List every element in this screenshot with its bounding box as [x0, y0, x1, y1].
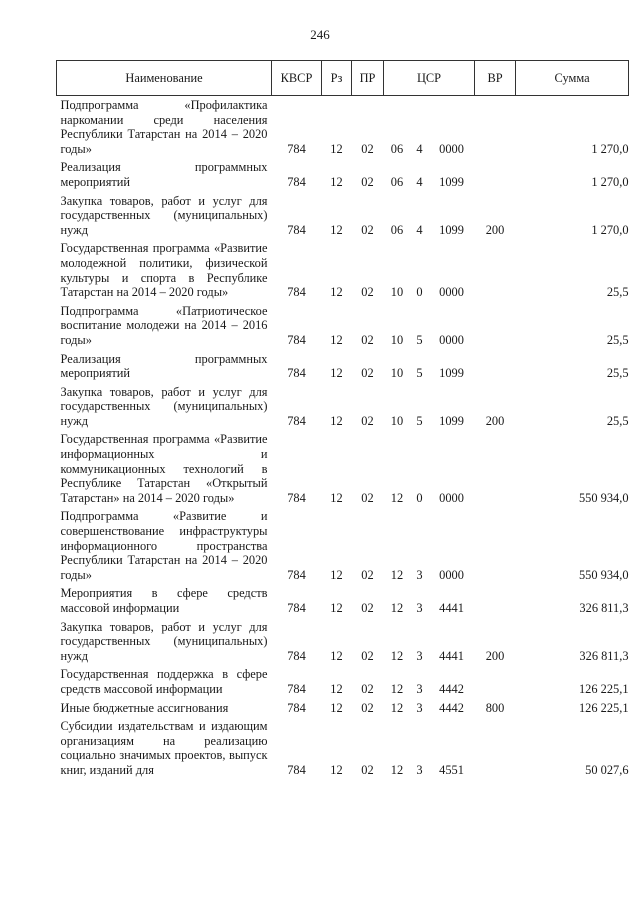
- cell-sum: 50 027,6: [585, 762, 629, 777]
- cell-kvsr: 784: [287, 285, 306, 300]
- cell-vr: [475, 350, 516, 383]
- header-name: Наименование: [57, 61, 272, 96]
- cell-sum: 550 934,0: [578, 567, 629, 582]
- cell-rz: 12: [330, 366, 343, 381]
- cell-rz: 12: [330, 490, 343, 505]
- cell-vr: [475, 96, 516, 159]
- cell-rz: 12: [330, 141, 343, 156]
- cell-csr-code: 1099: [439, 222, 464, 237]
- cell-name: Подпрограмма «Профилактика наркомании среди населения Республики Татарстан на 2014 – 2020 годы»: [60, 98, 268, 156]
- cell-csr-program: 10: [390, 413, 404, 428]
- header-csr: ЦСР: [384, 61, 475, 96]
- cell-name: Закупка товаров, работ и услуг для государственных (муниципальных) нужд: [60, 193, 268, 237]
- header-rz: Рз: [322, 61, 352, 96]
- cell-name: Реализация программных мероприятий: [60, 351, 268, 381]
- table-row: [57, 699, 629, 718]
- cell-vr: [475, 584, 516, 617]
- cell-csr-code: 1099: [439, 174, 464, 189]
- cell-name: Реализация программных мероприятий: [60, 160, 268, 189]
- cell-csr-program: 10: [390, 366, 404, 381]
- cell-name: Подпрограмма «Развитие и совершенствование инфраструктуры информационного пространства Республики Татарстан на 2014 – 2020 годы»: [60, 509, 268, 582]
- cell-vr: [475, 665, 516, 698]
- cell-sum: 25,5: [606, 413, 629, 428]
- header-pr: ПР: [352, 61, 384, 96]
- cell-csr-subprogram: 3: [416, 648, 423, 663]
- table-row: [57, 717, 629, 779]
- cell-csr-code: 0000: [439, 141, 464, 156]
- cell-vr: 800: [485, 700, 505, 715]
- cell-rz: 12: [330, 567, 343, 582]
- budget-table-container: [56, 60, 628, 780]
- cell-sum: 126 225,1: [578, 681, 629, 696]
- cell-kvsr: 784: [287, 413, 306, 428]
- cell-rz: 12: [330, 332, 343, 347]
- table-header: [57, 61, 629, 96]
- cell-sum: 126 225,1: [578, 700, 629, 715]
- cell-csr-subprogram: 4: [416, 222, 423, 237]
- table-row: [57, 350, 629, 383]
- header-vr: ВР: [475, 61, 516, 96]
- cell-sum: 1 270,0: [591, 141, 629, 156]
- cell-pr: 02: [361, 648, 374, 663]
- cell-rz: 12: [330, 413, 343, 428]
- cell-name: Государственная программа «Развитие молодежной политики, физической культуры и спорта в Республике Татарстан на 2014 – 2020 годы»: [60, 241, 268, 300]
- cell-csr-code: 4442: [439, 681, 464, 696]
- cell-csr-program: 10: [390, 332, 404, 347]
- cell-kvsr: 784: [287, 174, 306, 189]
- cell-csr-program: 06: [390, 141, 404, 156]
- cell-sum: 25,5: [606, 285, 629, 300]
- page-number: 246: [310, 27, 330, 42]
- cell-csr-subprogram: 5: [416, 413, 423, 428]
- cell-rz: 12: [330, 601, 343, 615]
- cell-pr: 02: [361, 762, 374, 777]
- cell-kvsr: 784: [287, 141, 306, 156]
- cell-pr: 02: [361, 567, 374, 582]
- cell-kvsr: 784: [287, 366, 306, 381]
- cell-vr: [475, 239, 516, 301]
- cell-vr: 200: [485, 222, 505, 237]
- cell-pr: 02: [361, 366, 374, 381]
- cell-rz: 12: [330, 174, 343, 189]
- cell-name: Закупка товаров, работ и услуг для государственных (муниципальных) нужд: [60, 384, 268, 428]
- cell-name: Государственная поддержка в сфере средств массовой информации: [60, 667, 268, 696]
- cell-rz: 12: [330, 700, 343, 715]
- cell-rz: 12: [330, 222, 343, 237]
- cell-csr-subprogram: 3: [416, 762, 423, 777]
- cell-csr-code: 4442: [439, 700, 464, 715]
- table-row: [57, 96, 629, 159]
- cell-pr: 02: [361, 222, 374, 237]
- cell-kvsr: 784: [287, 601, 306, 615]
- cell-kvsr: 784: [287, 762, 306, 777]
- cell-kvsr: 784: [287, 567, 306, 582]
- cell-pr: 02: [361, 681, 374, 696]
- table-row: [57, 302, 629, 350]
- cell-csr-code: 4441: [439, 648, 464, 663]
- cell-pr: 02: [361, 601, 374, 615]
- cell-vr: 200: [485, 648, 505, 663]
- cell-pr: 02: [361, 285, 374, 300]
- table-row: [57, 584, 629, 617]
- cell-csr-subprogram: 4: [416, 174, 423, 189]
- cell-csr-subprogram: 0: [416, 490, 423, 505]
- cell-name: Государственная программа «Развитие информационных и коммуникационных технологий в Республике Татарстан «Открытый Татарстан» на 2014 – 2020 годы»: [60, 432, 268, 505]
- cell-pr: 02: [361, 490, 374, 505]
- table-body: [57, 96, 629, 780]
- table-row: [57, 665, 629, 698]
- cell-csr-program: 12: [390, 681, 404, 696]
- cell-kvsr: 784: [287, 648, 306, 663]
- cell-name: Мероприятия в сфере средств массовой информации: [60, 586, 268, 615]
- cell-name: Субсидии издательствам и издающим организациям на реализацию социально значимых проектов, выпуск книг, изданий для: [60, 719, 268, 777]
- cell-sum: 25,5: [606, 366, 629, 381]
- cell-csr-subprogram: 0: [416, 285, 423, 300]
- cell-csr-code: 1099: [439, 366, 464, 381]
- cell-name: Закупка товаров, работ и услуг для государственных (муниципальных) нужд: [60, 619, 268, 663]
- cell-sum: 326 811,3: [579, 601, 629, 615]
- cell-vr: [475, 507, 516, 584]
- cell-csr-subprogram: 5: [416, 332, 423, 347]
- header-sum: Сумма: [516, 61, 629, 96]
- table-row: [57, 383, 629, 431]
- cell-csr-program: 10: [390, 285, 404, 300]
- cell-csr-subprogram: 3: [416, 681, 423, 696]
- cell-csr-program: 12: [390, 601, 404, 615]
- cell-csr-code: 0000: [439, 285, 464, 300]
- cell-csr-program: 12: [390, 762, 404, 777]
- cell-csr-subprogram: 4: [416, 141, 423, 156]
- cell-sum: 550 934,0: [578, 490, 629, 505]
- cell-vr: [475, 158, 516, 191]
- cell-kvsr: 784: [287, 490, 306, 505]
- cell-vr: 200: [485, 413, 505, 428]
- cell-csr-program: 06: [390, 222, 404, 237]
- cell-sum: 25,5: [606, 332, 629, 347]
- cell-csr-subprogram: 3: [416, 601, 423, 615]
- cell-pr: 02: [361, 174, 374, 189]
- cell-csr-program: 12: [390, 700, 404, 715]
- table-row: [57, 158, 629, 191]
- cell-rz: 12: [330, 648, 343, 663]
- cell-csr-code: 1099: [439, 413, 464, 428]
- cell-csr-subprogram: 3: [416, 700, 423, 715]
- cell-csr-program: 12: [390, 567, 404, 582]
- cell-kvsr: 784: [287, 700, 306, 715]
- cell-csr-program: 12: [390, 648, 404, 663]
- cell-kvsr: 784: [287, 222, 306, 237]
- cell-csr-subprogram: 3: [416, 567, 423, 582]
- cell-csr-code: 0000: [439, 567, 464, 582]
- cell-rz: 12: [330, 681, 343, 696]
- cell-csr-program: 12: [390, 490, 404, 505]
- cell-vr: [475, 430, 516, 507]
- cell-sum: 1 270,0: [591, 222, 629, 237]
- cell-csr-code: 0000: [439, 490, 464, 505]
- cell-csr-program: 06: [390, 174, 404, 189]
- table-row: [57, 192, 629, 240]
- cell-kvsr: 784: [287, 681, 306, 696]
- table-row: [57, 430, 629, 507]
- cell-pr: 02: [361, 332, 374, 347]
- cell-rz: 12: [330, 285, 343, 300]
- cell-rz: 12: [330, 762, 343, 777]
- cell-csr-code: 0000: [439, 332, 464, 347]
- cell-pr: 02: [361, 413, 374, 428]
- cell-kvsr: 784: [287, 332, 306, 347]
- cell-sum: 1 270,0: [591, 174, 629, 189]
- cell-pr: 02: [361, 141, 374, 156]
- cell-csr-code: 4551: [439, 762, 464, 777]
- cell-vr: [475, 717, 516, 779]
- table-row: [57, 507, 629, 584]
- cell-pr: 02: [361, 700, 374, 715]
- cell-csr-code: 4441: [439, 601, 464, 615]
- table-row: [57, 618, 629, 666]
- cell-sum: 326 811,3: [579, 648, 629, 663]
- cell-name: Подпрограмма «Патриотическое воспитание молодежи на 2014 – 2016 годы»: [60, 303, 268, 347]
- cell-name: Иные бюджетные ассигнования: [60, 700, 229, 715]
- cell-vr: [475, 302, 516, 350]
- table-row: [57, 239, 629, 301]
- header-kvsr: КВСР: [272, 61, 322, 96]
- budget-table: [56, 60, 629, 780]
- cell-csr-subprogram: 5: [416, 366, 423, 381]
